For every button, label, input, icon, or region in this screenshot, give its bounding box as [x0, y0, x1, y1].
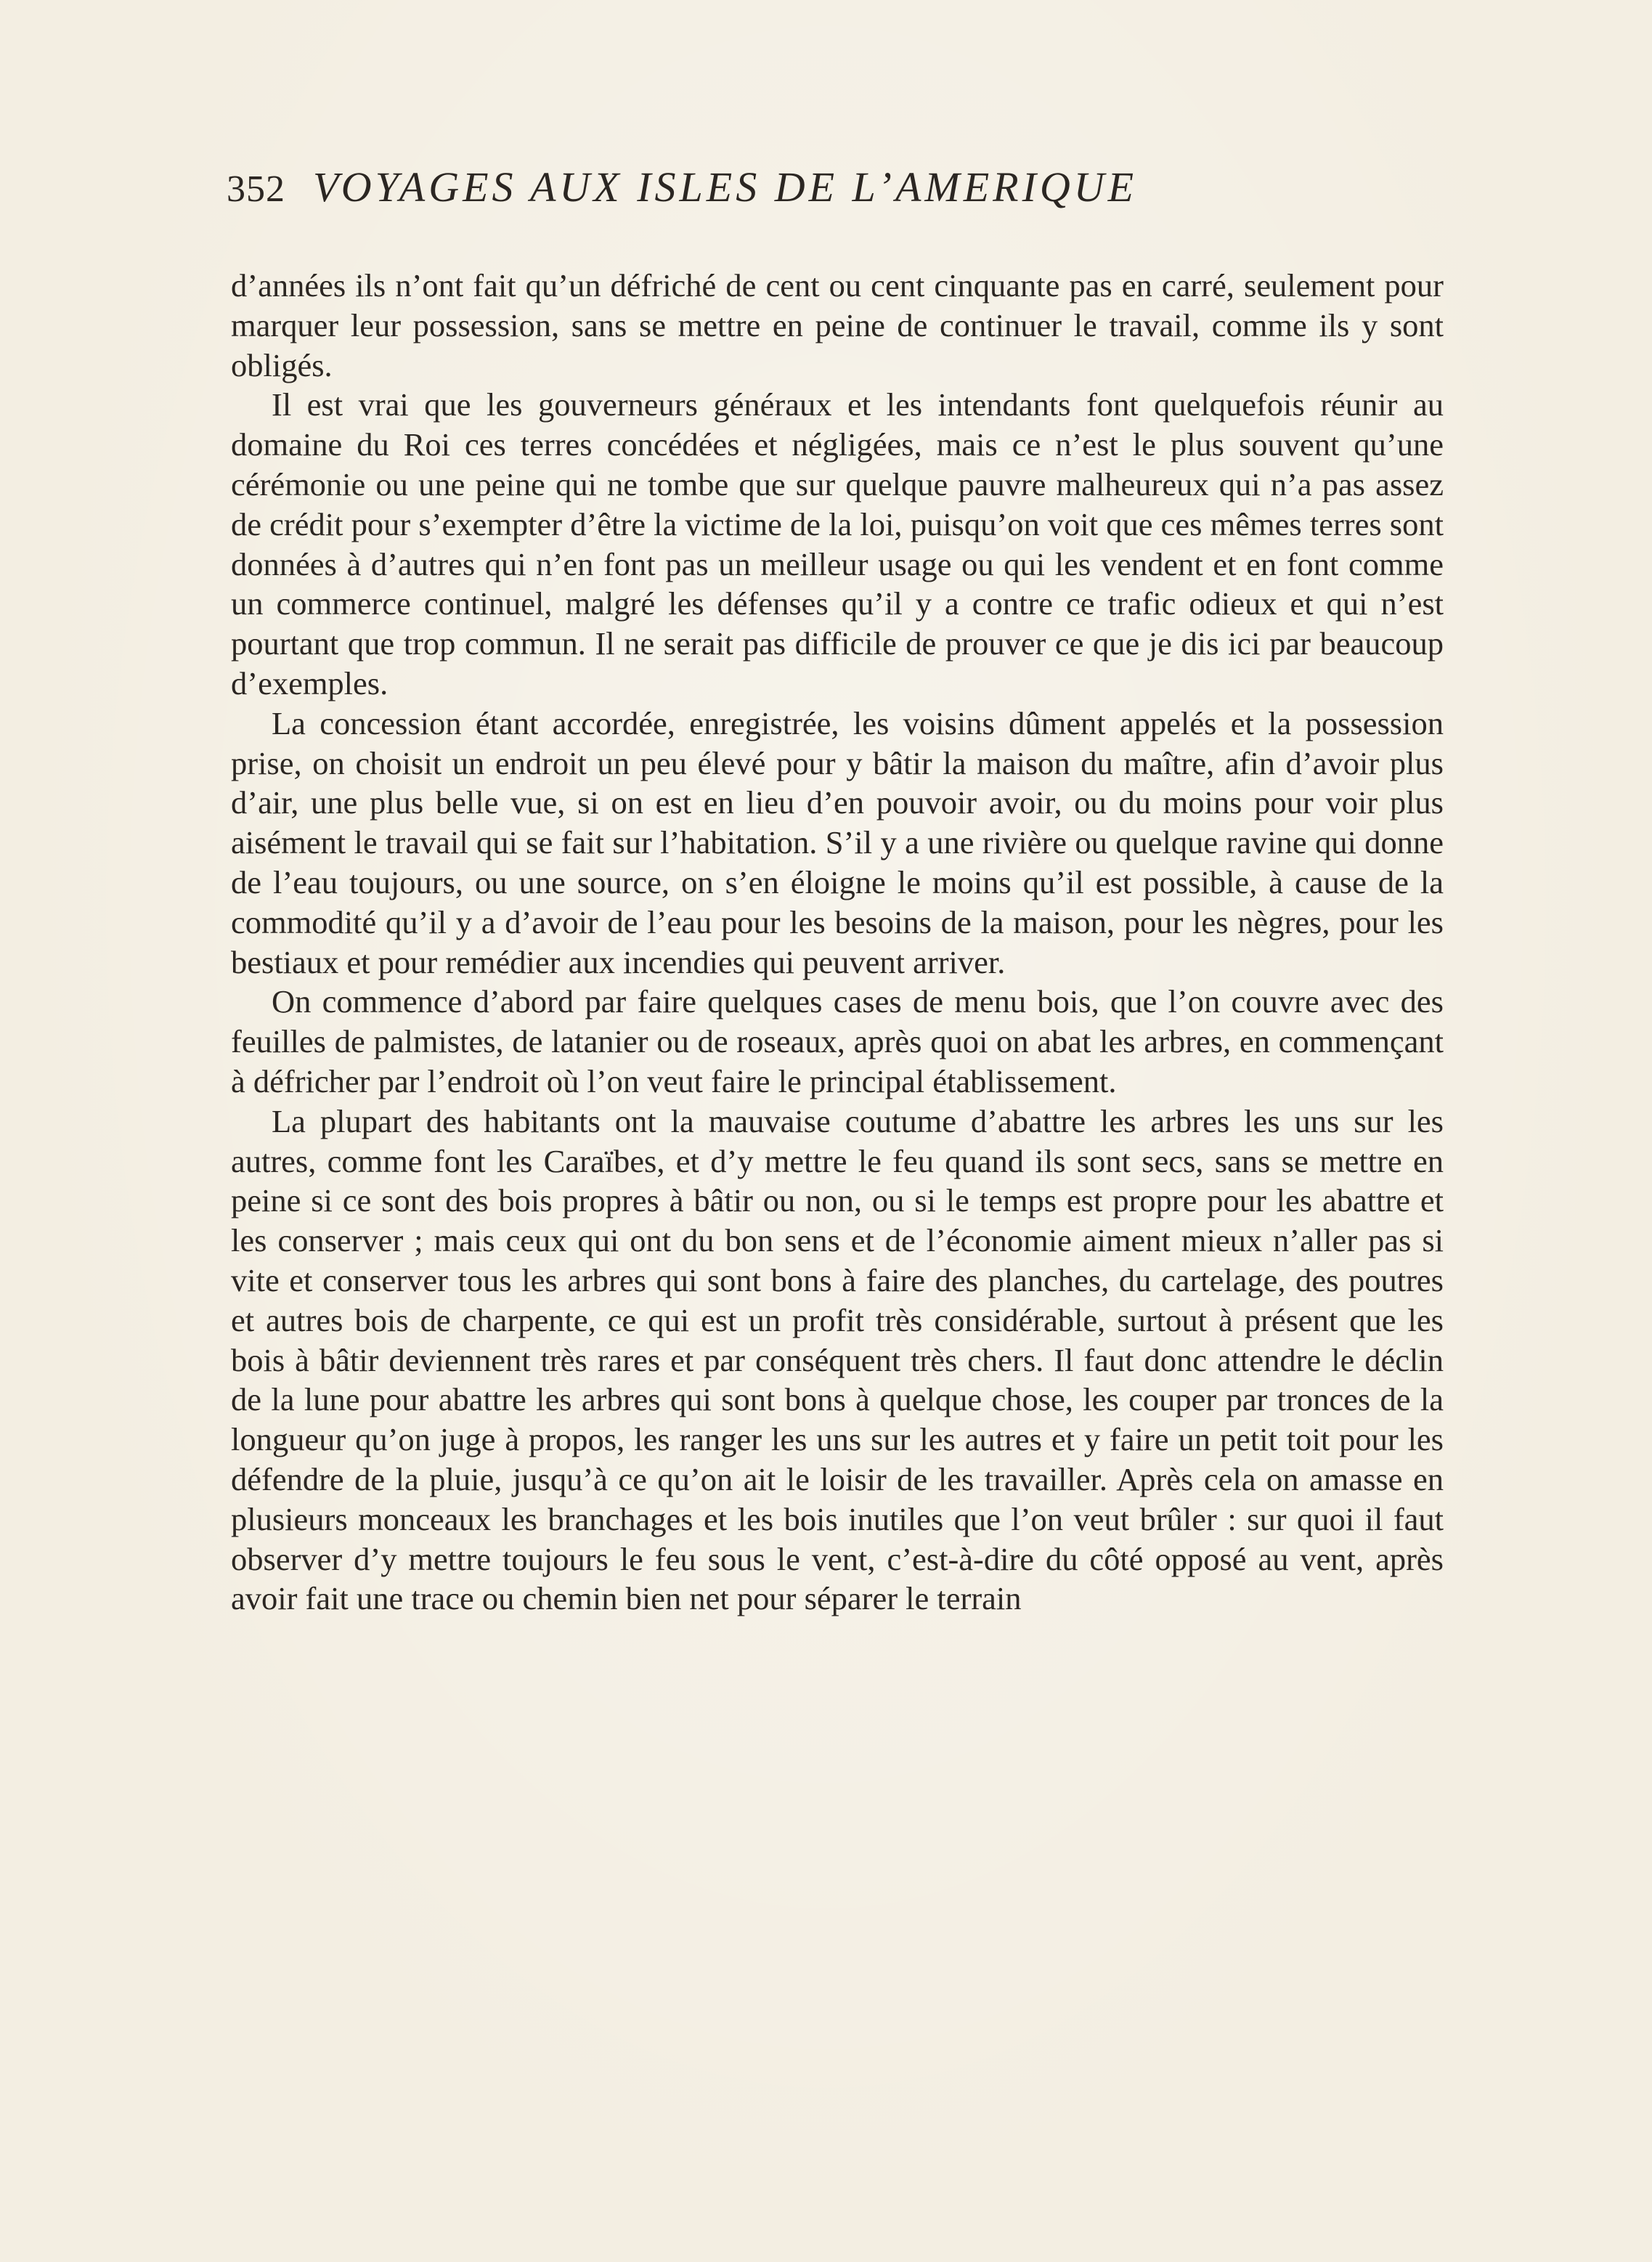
paragraph-continuation: d’années ils n’ont fait qu’un défriché de cent ou cent cinquante pas en carré, seulement pour marquer leur possession, sans se mettre en peine de continuer le travail, comme ils y sont obligés.	[231, 267, 1444, 383]
paragraph-felling-trees: La plupart des habitants ont la mauvaise coutume d’abattre les arbres les uns sur les autres, comme font les Caraïbes, et d’y mettre le feu quand ils sont secs, sans se mettre en peine si ce sont des bois propres à bâtir ou non, ou si le temps est propre pour les abattre et les conserver ; mais ceux qui ont du bon sens et de l’économie aiment mieux n’aller pas si vite et conserver tous les arbres qui sont bons à faire des planches, du cartelage, des poutres et autres bois de charpente, ce qui est un profit très considérable, surtout à présent que les bois à bâtir deviennent très rares et par conséquent très chers. Il faut donc attendre le déclin de la lune pour abattre les arbres qui sont bons à quelque chose, les couper par tronces de la longueur qu’on juge à propos, les ranger les uns sur les autres et y faire un petit toit pour les défendre de la pluie, jusqu’à ce qu’on ait le loisir de les travailler. Après cela on amasse en plusieurs monceaux les branchages et les bois inutiles que l’on veut brûler : sur quoi il faut observer d’y mettre toujours le feu sous le vent, c’est-à-dire du côté opposé au vent, après avoir fait une trace ou chemin bien net pour séparer le terrain	[231, 1102, 1444, 1617]
body-text	[231, 266, 1444, 1619]
running-header	[227, 163, 1446, 221]
paragraph-governors: Il est vrai que les gouverneurs généraux et les intendants font quelquefois réunir au domaine du Roi ces terres concédées et négligées, mais ce n’est le plus souvent qu’une cérémonie ou une peine qui ne tombe que sur quelque pauvre malheureux qui n’a pas assez de crédit pour s’exempter d’être la victime de la loi, puisqu’on voit que ces mêmes terres sont données à d’autres qui n’en font pas un meilleur usage ou qui les vendent et en font comme un commerce continuel, malgré les défenses qu’il y a contre ce trafic odieux et qui n’est pourtant que trop commun. Il ne serait pas difficile de prouver ce que je dis ici par beaucoup d’exemples.	[231, 386, 1444, 701]
page-number: 352	[227, 168, 285, 210]
paragraph-concession: La concession étant accordée, enregistrée, les voisins dûment appelés et la possession prise, on choisit un endroit un peu élevé pour y bâtir la maison du maître, afin d’avoir plus d’air, une plus belle vue, si on est en lieu d’en pouvoir avoir, ou du moins pour voir plus aisément le travail qui se fait sur l’habitation. S’il y a une rivière ou quelque ravine qui donne de l’eau toujours, ou une source, on s’en éloigne le moins qu’il est possible, à cause de la commodité qu’il y a d’avoir de l’eau pour les besoins de la maison, pour les nègres, pour les bestiaux et pour remédier aux incendies qui peuvent arriver.	[231, 704, 1444, 980]
running-title: VOYAGES AUX ISLES DE L’AMERIQUE	[313, 163, 1138, 211]
paragraph-first-cases: On commence d’abord par faire quelques cases de menu bois, que l’on couvre avec des feuilles de palmistes, de latanier ou de roseaux, après quoi on abat les arbres, en commençant à défricher par l’endroit où l’on veut faire le principal établissement.	[231, 983, 1444, 1099]
